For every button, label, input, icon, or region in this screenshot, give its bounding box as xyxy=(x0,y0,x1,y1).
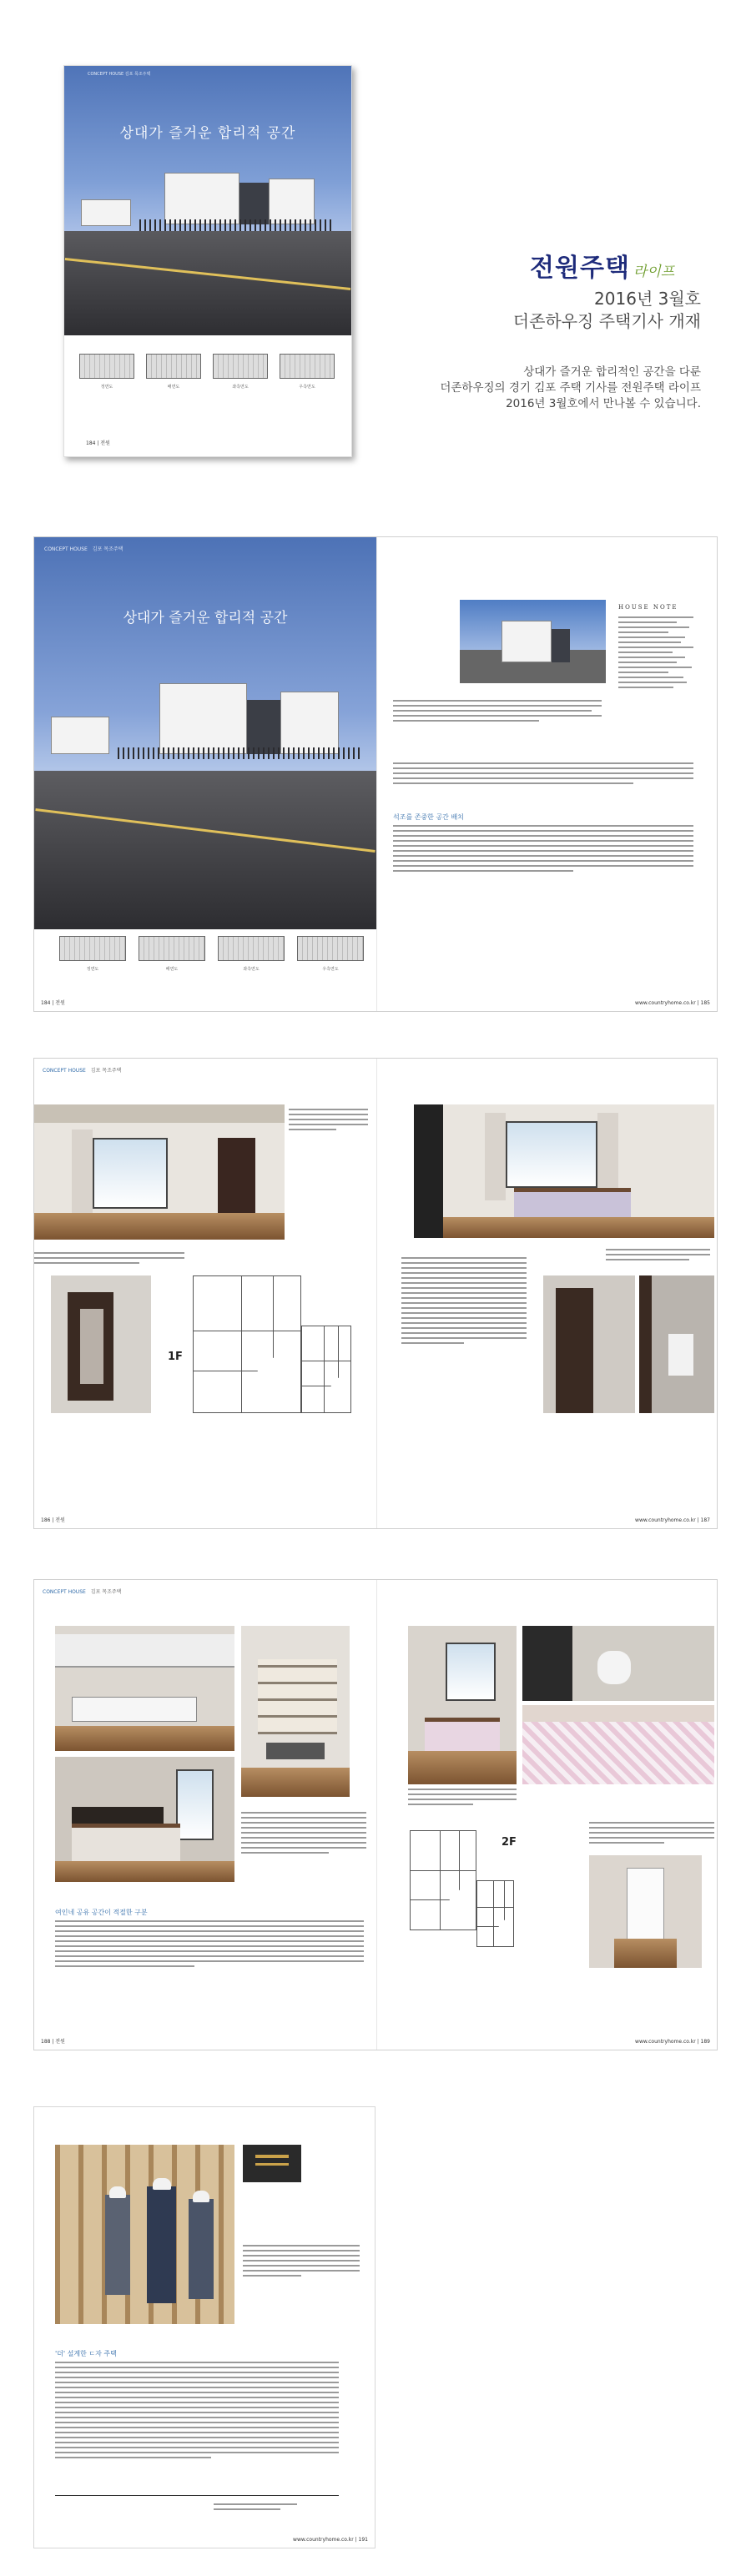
photo-caption xyxy=(34,1252,184,1267)
page-footer-right: www.countryhome.co.kr | 185 xyxy=(635,1000,710,1006)
description-line: 2016년 3월호에서 만나볼 수 있습니다. xyxy=(506,397,701,410)
fence xyxy=(118,747,360,759)
floor-plan-2f-annex xyxy=(476,1880,514,1947)
header-section: CONCEPT HOUSE xyxy=(43,1589,86,1595)
contact-info xyxy=(214,2503,297,2513)
page-header xyxy=(43,1587,121,1595)
neighbor-house xyxy=(81,199,131,226)
elevation-front xyxy=(79,354,134,379)
header-section: CONCEPT HOUSE xyxy=(43,1068,86,1074)
elevation-caption: 우측면도 xyxy=(322,967,339,972)
hallway-photo xyxy=(51,1275,151,1413)
fence xyxy=(139,219,331,231)
header-sub: 김포 목조주택 xyxy=(90,1068,122,1074)
logo-sub: 라이프 xyxy=(633,264,675,280)
house-annex xyxy=(269,179,315,224)
spread-2 xyxy=(33,1058,718,1529)
page-footer-right: www.countryhome.co.kr | 187 xyxy=(635,1517,710,1523)
elevation-caption: 우측면도 xyxy=(299,385,315,390)
spread-title: 상대가 즐거운 합리적 공간 xyxy=(123,610,288,626)
neighbor-house xyxy=(51,717,109,754)
page-footer-left: 186 | 전원 xyxy=(41,1517,65,1523)
magazine-logo xyxy=(530,247,713,283)
page-footer-right: www.countryhome.co.kr | 189 xyxy=(635,2039,710,2045)
road xyxy=(34,771,376,929)
corridor-photo xyxy=(589,1855,702,1968)
bedroom-2-photo xyxy=(408,1626,517,1784)
headline-issue: 2016년 3월호 xyxy=(594,289,701,309)
elevation-right xyxy=(280,354,335,379)
section-heading: '더' 설계한 ㄷ자 주택 xyxy=(55,2350,117,2357)
construction-photo xyxy=(55,2145,234,2324)
description-line: 상대가 즐거운 합리적인 공간을 다룬 xyxy=(523,365,701,379)
body-text xyxy=(393,762,693,787)
bedroom-photo xyxy=(414,1104,714,1238)
header-section: CONCEPT HOUSE xyxy=(44,546,88,552)
elevation-back xyxy=(146,354,201,379)
page-footer-right: www.countryhome.co.kr | 191 xyxy=(293,2537,368,2543)
house-dark-volume xyxy=(247,700,280,754)
bedding-photo xyxy=(522,1705,714,1784)
elevation-caption: 정면도 xyxy=(86,967,99,972)
elevation-front xyxy=(59,936,126,961)
study-photo xyxy=(241,1626,350,1797)
elevation-right xyxy=(297,936,364,961)
photo-caption xyxy=(243,2245,360,2280)
exterior-photo xyxy=(34,537,376,929)
header-sub: 김포 목조주택 xyxy=(90,1589,122,1595)
elevation-back xyxy=(139,936,205,961)
logo-main: 전원주택 xyxy=(530,254,630,283)
headline xyxy=(451,288,701,333)
bathroom-door-photo xyxy=(543,1275,635,1413)
master-bedroom-photo xyxy=(55,1757,234,1882)
cover-page-number: 184 | 전원 xyxy=(86,440,110,446)
house-note-title: HOUSE NOTE xyxy=(618,604,678,611)
body-text xyxy=(401,1257,527,1347)
spread-3 xyxy=(33,1579,718,2050)
elevation-caption: 정면도 xyxy=(100,385,113,390)
living-room-photo xyxy=(34,1104,285,1240)
floor-plan-1f-annex xyxy=(301,1326,351,1413)
body-text xyxy=(55,1920,364,1970)
spread-1 xyxy=(33,536,718,1012)
house-note-body xyxy=(618,616,702,692)
elevation-left xyxy=(213,354,268,379)
magazine-cover xyxy=(63,65,352,457)
page-footer-left: 188 | 전원 xyxy=(41,2039,65,2045)
cover-road xyxy=(64,231,351,335)
photo-caption xyxy=(408,1789,517,1809)
elevation-caption: 좌측면도 xyxy=(232,385,249,390)
elevation-caption: 배면도 xyxy=(167,385,180,390)
house-illustration xyxy=(164,173,239,224)
bathroom-photo xyxy=(639,1275,714,1413)
cover-title: 상대가 즐거운 합리적 공간 xyxy=(119,125,296,142)
house-illustration xyxy=(159,683,247,754)
elevation-row xyxy=(59,936,368,982)
elevation-caption: 좌측면도 xyxy=(243,967,260,972)
elevation-left xyxy=(218,936,285,961)
floor-plan-2f xyxy=(410,1830,476,1930)
intro-text xyxy=(393,700,602,725)
description xyxy=(392,365,701,412)
header-sub: 김포 목조주택 xyxy=(92,546,123,552)
floor-plan-1f xyxy=(193,1275,301,1413)
photo-caption xyxy=(289,1109,368,1134)
body-text xyxy=(393,825,693,875)
kitchen-photo xyxy=(55,1626,234,1751)
page-header xyxy=(44,545,123,552)
house-dark-volume xyxy=(239,183,269,224)
cover-tag: CONCEPT HOUSE 김포 목조주택 xyxy=(88,72,151,77)
exterior-thumbnail xyxy=(460,600,606,683)
photo-caption xyxy=(589,1822,714,1847)
description-line: 더존하우징의 경기 김포 주택 기사를 전원주택 라이프 xyxy=(440,381,701,395)
body-text xyxy=(55,2362,339,2462)
page-header xyxy=(43,1066,121,1074)
section-heading: 석조를 존중한 공간 배치 xyxy=(393,813,464,821)
single-page xyxy=(33,2106,376,2548)
photo-caption xyxy=(241,1812,366,1857)
elevation-row xyxy=(79,354,338,395)
headline-title: 더존하우징 주택기사 개재 xyxy=(512,311,701,331)
photo-caption xyxy=(606,1249,710,1264)
floor-plan-label: 1F xyxy=(168,1351,183,1363)
section-heading: 여인네 공유 공간이 적절한 구분 xyxy=(55,1909,148,1916)
nameplate-photo xyxy=(243,2145,301,2182)
floor-plan-label: 2F xyxy=(502,1836,517,1849)
bathroom-photo xyxy=(522,1626,714,1701)
page-footer-left: 184 | 전원 xyxy=(41,1000,65,1006)
house-annex xyxy=(280,692,339,754)
elevation-caption: 배면도 xyxy=(165,967,179,972)
